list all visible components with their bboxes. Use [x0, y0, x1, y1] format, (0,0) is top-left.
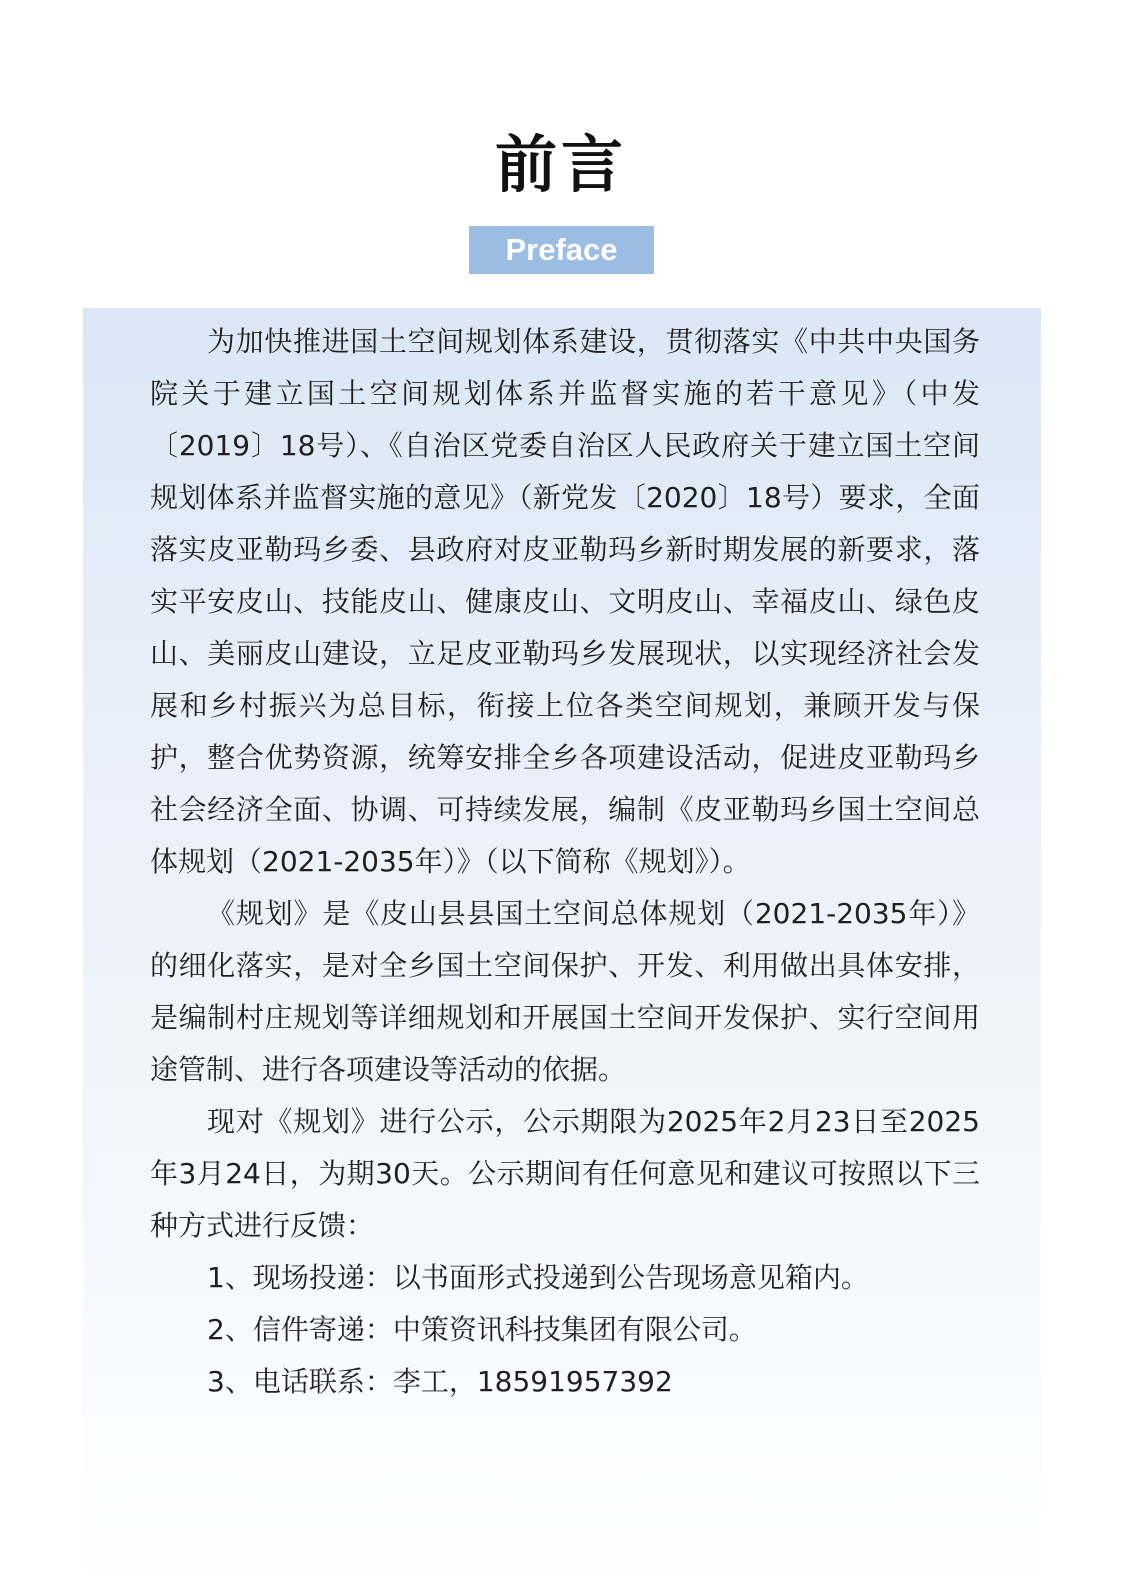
plan-description-paragraph: 《规划》是《皮山县县国土空间总体规划（2021-2035年）》的细化落实，是对全乡国土空间保护、开发、利用做出具体安排，是编制村庄规划等详细规划和开展国土空间开发保护、实行空间用途管制、进行各项建设等活动的依据。 — [150, 897, 980, 1086]
notice-paragraph: 现对《规划》进行公示，公示期限为2025年2月23日至2025年3月24日，为期30天。公示期间有任何意见和建议可按照以下三种方式进行反馈： — [150, 1105, 980, 1242]
intro-paragraph: 为加快推进国土空间规划体系建设，贯彻落实《中共中央国务院关于建立国土空间规划体系并监督实施的若干意见》（中发〔2019〕18号）、《自治区党委自治区人民政府关于建立国土空间规划体系并监督实施的意见》（新党发〔2020〕18号）要求，全面落实皮亚勒玛乡委、县政府对皮亚勒玛乡新时期发展的新要求，落实平安皮山、技能皮山、健康皮山、文明皮山、幸福皮山、绿色皮山、美丽皮山建设，立足皮亚勒玛乡发展现状，以实现经济社会发展和乡村振兴为总目标，衔接上位各类空间规划，兼顾开发与保护，整合优势资源，统筹安排全乡各项建设活动，促进皮亚勒玛乡社会经济全面、协调、可持续发展，编制《皮亚勒玛乡国土空间总体规划（2021-2035年）》（以下简称《规划》）。 — [150, 325, 980, 878]
feedback-item-mail: 2、信件寄递：中策资讯科技集团有限公司。 — [207, 1313, 757, 1346]
feedback-item-phone: 3、电话联系：李工，18591957392 — [207, 1365, 673, 1398]
body-text — [150, 316, 980, 1408]
page-title: 前言 — [494, 128, 627, 201]
subtitle-badge: Preface — [469, 226, 654, 274]
feedback-item-onsite: 1、现场投递：以书面形式投递到公告现场意见箱内。 — [207, 1261, 869, 1294]
